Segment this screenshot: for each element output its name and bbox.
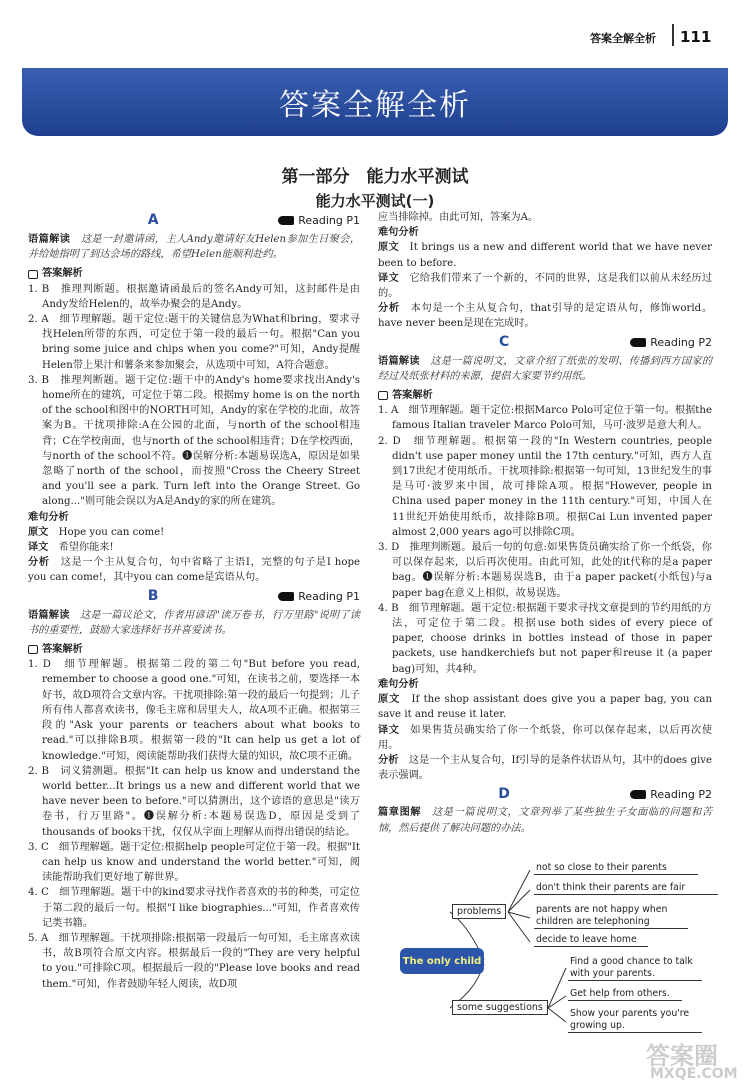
problem-item: not so close to their parents xyxy=(534,862,698,875)
connector-line xyxy=(508,870,530,942)
answer-item: 3. D 推理判断题。最后一句的句意:如果售货员确实给了你一个纸袋，你可以保存起来，以后再次使用。由此可知，此处的it代称的是a paper bag。❶误解分析:本题易误选B，由于a paper packet(小纸包)与a paper bag在意义上相似，故易误选。 xyxy=(378,542,712,599)
hard-sentence-heading: 难句分析 xyxy=(378,678,419,690)
problem-item: parents are not happy when children are telephoning xyxy=(534,904,688,929)
answer-heading: 答案解析 xyxy=(28,642,360,657)
hand-pointer-icon xyxy=(630,790,646,799)
section-c-header xyxy=(378,334,712,352)
suggestion-item: Show your parents you're growing up. xyxy=(568,1008,702,1033)
test-title: 能力水平测试(一) xyxy=(315,192,435,210)
analysis-line: 分析 本句是一个主从复合句，that引导的是定语从句，修饰world。have never been是现在完成时。 xyxy=(378,303,713,330)
translation-line: 译文 它给我们带来了一个新的，不同的世界，这是我们以前从未经历过的。 xyxy=(378,272,713,300)
answer-item: 1. B 推理判断题。根据邀请函最后的签名Andy可知，这封邮件是由Andy发给Helen的，故举办聚会的是Andy。 xyxy=(28,283,360,310)
right-column xyxy=(378,210,712,836)
passage-intro: 语篇解读 这是一篇议论文，作者用谚语"读万卷书，行万里路"说明了读书的重要性，鼓励大家选择好书并喜爱读书。 xyxy=(28,609,361,636)
answer-item: 4. B 细节理解题。题干定位:根据题干要求寻找文章提到的节约用纸的方法，可定位于第二段。根据use both sides of every piece of paper, choose drinks in bottles instead of those in paper packets, use handkerchiefs but not paper和reuse it (a paper bag)可知，共4种。 xyxy=(378,602,712,675)
suggestions-node: some suggestions xyxy=(452,1000,548,1015)
lock-icon xyxy=(378,391,388,400)
section-b-header xyxy=(28,588,360,606)
passage-intro: 语篇解读 这是一篇说明文，文章介绍了纸张的发明、传播到西方国家的经过及纸张材料的来源，提倡大家要节约用纸。 xyxy=(378,355,713,382)
center-node: The only child xyxy=(400,948,484,974)
section-letter: C xyxy=(498,334,510,351)
reading-label: Reading P1 xyxy=(298,590,360,604)
hand-pointer-icon xyxy=(630,338,646,347)
section-d-header xyxy=(378,785,712,803)
section-letter: A xyxy=(147,212,159,229)
answer-item: 2. B 词义猜测题。根据"It can help us know and understand the world better...It brings us a new and different world that we have never been to before."可以猜测出，这个谚语的意思是"读万卷书，行万里路"。❶误解分析:本题易误选D，原因是受到了thousands of books干扰，仅仅从字面上理解从而得出错误的结论。 xyxy=(28,765,360,838)
lock-icon xyxy=(28,645,38,654)
header-divider xyxy=(672,24,674,46)
reading-label: Reading P2 xyxy=(650,787,712,801)
problems-node: problems xyxy=(452,904,506,919)
original-line: 原文 If the shop assistant does give you a paper bag, you can save it and reuse it later. xyxy=(378,694,713,721)
section-a-header xyxy=(28,212,360,230)
original-line: 原文 Hope you can come! xyxy=(28,526,165,538)
original-line: 原文 It brings us a new and different world that we have never been to before. xyxy=(378,242,713,269)
passage-intro: 语篇解读 这是一封邀请函，主人Andy邀请好友Helen参加生日聚会，并给她指明了到达会场的路线，希望Helen能顺利赴约。 xyxy=(28,234,361,261)
passage-d-diagram xyxy=(400,860,720,1060)
analysis-line: 分析 这是一个主从复合句，句中省略了主语I，完整的句子是I hope you can come!，其中you can come是宾语从句。 xyxy=(28,557,361,584)
hand-pointer-icon xyxy=(278,216,294,225)
hand-pointer-icon xyxy=(278,592,294,601)
answer-item: 3. C 细节理解题。题干定位:根据help people可定位于第一段。根据"It can help us know and understand the world better."可知，阅读能帮助我们更好地了解世界。 xyxy=(28,841,360,884)
suggestion-item: Get help from others. xyxy=(568,988,682,1001)
lock-icon xyxy=(28,270,38,279)
page-number: 111 xyxy=(680,28,712,46)
answer-item: 3. B 推理判断题。题干定位:题干中的Andy's home要求找出Andy's home所在的建筑，可定位于第二段。根据my home is on the north of the school和图中的NORTH可知，Andy的家在学校的北面，故答案为B。干扰项排除:A在公园的北面，与north of the school相违背；C在学校南面，也与north of the school相违背；D在学校西面，与north of the school不符。❶误解分析:本题易误选A，原因是如果忽略了north of the school，而按照"Cross the Cheery Street and you'll see a park. Turn left into the Orange Street. Go along..."则可能会误以为A是Andy的家的所在建筑。 xyxy=(28,374,360,508)
header-title: 答案全解全析 xyxy=(590,32,656,45)
answer-item: 5. A 细节理解题。干扰项排除:根据第一段最后一句可知，毛主席喜欢读书，故B项符合原文内容。根据最后一段的"They are very helpful to you."可排除C项。根据最后一段的"Please love books and read them."可知，作者鼓励年轻人阅读，故D项 xyxy=(28,932,360,990)
continued-text: 应当排除掉。由此可知，答案为A。 xyxy=(378,212,539,223)
answer-item: 2. A 细节理解题。题干定位:题干的关键信息为What和bring，要求寻找Helen所带的东西，可定位于第一段的最后一句。根据"Can you bring some juice and chips when you come?"可知，Andy提醒Helen带上果汁和薯条来参加聚会，从选项中可知，A符合题意。 xyxy=(28,314,360,371)
section-letter: B xyxy=(147,588,159,605)
answer-item: 1. D 细节理解题。根据第二段的第二句"But before you read, remember to choose a good one."可知，在读书之前，要选择一本好书，故D项符合文章内容。干扰项排除:第一段的最后一句提到；儿子所有伟人都喜欢读书，像毛主席和居里夫人，故A项不正确。根据第三段的"Ask your parents or teachers about what books to read."可以排除B项。根据第一段的"It can help us get a lot of knowledge."可知，阅读能帮助我们获得大量的知识，故C项不正确。 xyxy=(28,659,360,762)
answer-item: 1. A 细节理解题。题干定位:根据Marco Polo可定位于第一句。根据the famous Italian traveler Marco Polo可知，马可·波罗是意大利人。 xyxy=(378,405,712,432)
hard-sentence-heading: 难句分析 xyxy=(378,227,419,239)
left-column xyxy=(28,210,360,992)
part-title: 第一部分 能力水平测试 xyxy=(281,167,469,187)
answer-heading: 答案解析 xyxy=(378,388,712,403)
translation-line: 译文 如果售货员确实给了你一个纸袋，你可以保存起来，以后再次使用。 xyxy=(378,724,713,751)
answer-item: 2. D 细节理解题。根据第一段的"In Western countries, people didn't use paper money until the 17th century."可知，西方人直到17世纪才使用纸币。干扰项排除:根据第一句可知，13世纪发生的事是马可·波罗来中国，故可排除A项。根据"However, people in China used paper money in the 11th century."可知，中国人在11世纪开始使用纸币，故排除B项。根据Cai Lun invented paper almost 2,000 years ago可以排除C项。 xyxy=(378,435,712,538)
connector-line xyxy=(548,968,566,1022)
translation-line: 译文 希望你能来! xyxy=(28,542,114,554)
answer-heading: 答案解析 xyxy=(28,266,360,281)
watermark: 答案圈 MXQE.COM xyxy=(646,1042,738,1082)
problem-item: don't think their parents are fair xyxy=(534,882,718,895)
page-header xyxy=(0,0,750,70)
hard-sentence-heading: 难句分析 xyxy=(28,511,69,523)
analysis-line: 分析 这是一个主从复合句，If引导的是条件状语从句，其中的does give表示强调。 xyxy=(378,754,713,782)
passage-intro: 篇章图解 这是一篇说明文，文章列举了某些独生子女面临的问题和苦恼，然后提供了解决问题的办法。 xyxy=(378,807,713,834)
section-letter: D xyxy=(498,785,510,802)
answer-item: 4. C 细节理解题。题干中的kind要求寻找作者喜欢的书的种类，可定位于第二段的最后一句。根据"I like biographies..."可知，作者喜欢传记类书籍。 xyxy=(28,887,360,929)
suggestion-item: Find a good chance to talk with your parents. xyxy=(568,956,702,981)
title-banner xyxy=(22,68,728,136)
reading-label: Reading P2 xyxy=(650,336,712,350)
problem-item: decide to leave home xyxy=(534,934,648,947)
reading-label: Reading P1 xyxy=(298,214,360,228)
banner-title: 答案全解全析 xyxy=(279,88,471,123)
